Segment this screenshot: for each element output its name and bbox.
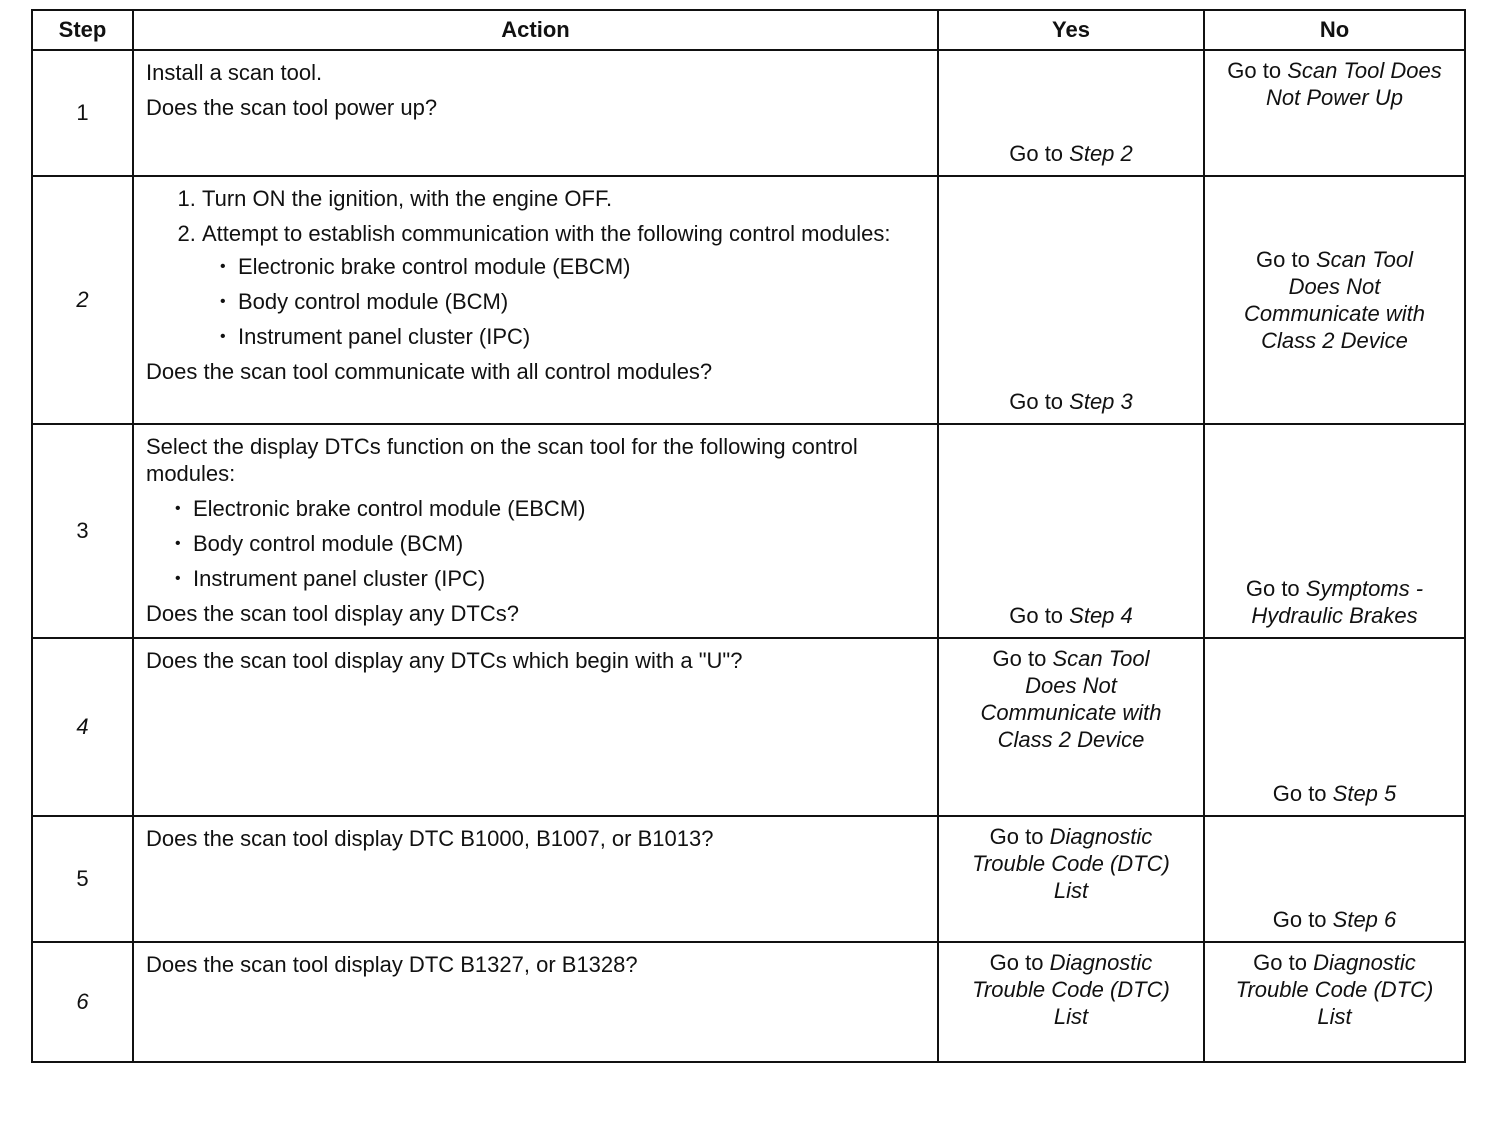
table-row — [32, 816, 1465, 942]
no-result[interactable] — [1211, 246, 1458, 354]
step-number: 1 — [32, 50, 133, 176]
no-target-link[interactable]: Step 6 — [1332, 907, 1397, 932]
numbered-item: 1. Turn ON the ignition, with the engine OFF. — [202, 185, 937, 212]
yes-result[interactable] — [945, 823, 1197, 904]
no-result[interactable] — [1211, 57, 1458, 111]
bullet-item: • Electronic brake control module (EBCM) — [193, 495, 937, 522]
header-yes: Yes — [938, 10, 1204, 50]
no-target-link[interactable]: Symptoms - Hydraulic Brakes — [1251, 576, 1424, 628]
yes-result[interactable] — [939, 602, 1203, 629]
numbered-item-text: Attempt to establish communication with the following control modules: — [202, 221, 891, 246]
no-cell — [1204, 638, 1465, 816]
yes-cell — [938, 816, 1204, 942]
yes-target-link[interactable]: Diagnostic Trouble Code (DTC) List — [972, 824, 1170, 903]
bullet-item: • Instrument panel cluster (IPC) — [238, 323, 937, 350]
no-target-link[interactable]: Diagnostic Trouble Code (DTC) List — [1235, 950, 1434, 1029]
action-question: Does the scan tool communicate with all control modules? — [146, 359, 713, 384]
no-prefix: Go to — [1227, 58, 1288, 83]
no-result[interactable] — [1211, 949, 1458, 1030]
step-number: 3 — [32, 424, 133, 638]
bullet-list — [202, 253, 937, 350]
yes-cell — [938, 50, 1204, 176]
header-no: No — [1204, 10, 1465, 50]
yes-cell — [938, 638, 1204, 816]
yes-target-link[interactable]: Step 4 — [1069, 603, 1133, 628]
yes-target-link[interactable]: Step 3 — [1069, 389, 1133, 414]
header-action: Action — [133, 10, 938, 50]
yes-cell — [938, 942, 1204, 1062]
yes-cell — [938, 176, 1204, 424]
action-cell — [133, 176, 938, 424]
yes-prefix: Go to — [1009, 603, 1070, 628]
bullet-item: • Body control module (BCM) — [238, 288, 937, 315]
yes-prefix: Go to — [989, 950, 1050, 975]
table-row — [32, 424, 1465, 638]
numbered-list — [146, 185, 937, 350]
no-target-link[interactable]: Scan Tool Does Not Power Up — [1266, 58, 1442, 110]
table-row — [32, 942, 1465, 1062]
action-question: Does the scan tool display any DTCs? — [146, 601, 519, 626]
yes-target-link[interactable]: Step 2 — [1069, 141, 1133, 166]
no-result[interactable] — [1205, 780, 1464, 807]
action-question: Does the scan tool power up? — [146, 95, 438, 120]
action-line: Install a scan tool. — [146, 60, 323, 85]
no-result[interactable] — [1205, 575, 1464, 629]
table-header-row — [32, 10, 1465, 50]
action-cell — [133, 942, 938, 1062]
no-cell — [1204, 816, 1465, 942]
diagnostic-table — [31, 9, 1466, 1063]
step-number: 5 — [32, 816, 133, 942]
action-cell — [133, 638, 938, 816]
action-question: Does the scan tool display DTC B1000, B1007, or B1013? — [146, 826, 714, 851]
no-cell — [1204, 424, 1465, 638]
yes-cell — [938, 424, 1204, 638]
action-question: Does the scan tool display any DTCs which begin with a "U"? — [146, 648, 743, 673]
yes-prefix: Go to — [1009, 141, 1070, 166]
step-number: 2 — [32, 176, 133, 424]
action-cell — [133, 816, 938, 942]
no-prefix: Go to — [1253, 950, 1314, 975]
no-cell — [1204, 176, 1465, 424]
yes-prefix: Go to — [1009, 389, 1070, 414]
step-number: 4 — [32, 638, 133, 816]
no-cell — [1204, 942, 1465, 1062]
table-row — [32, 638, 1465, 816]
action-intro: Select the display DTCs function on the scan tool for the following control modules: — [146, 434, 858, 486]
bullet-item: • Instrument panel cluster (IPC) — [193, 565, 937, 592]
no-prefix: Go to — [1272, 907, 1333, 932]
yes-result[interactable] — [945, 645, 1197, 753]
no-target-link[interactable]: Scan Tool Does Not Communicate with Class 2 Device — [1244, 247, 1425, 353]
bullet-item: • Electronic brake control module (EBCM) — [238, 253, 937, 280]
yes-prefix: Go to — [992, 646, 1053, 671]
yes-prefix: Go to — [989, 824, 1050, 849]
yes-result[interactable] — [945, 949, 1197, 1030]
bullet-list — [146, 495, 937, 592]
no-prefix: Go to — [1256, 247, 1316, 272]
yes-result[interactable] — [939, 140, 1203, 167]
yes-target-link[interactable]: Scan Tool Does Not Communicate with Class 2 Device — [980, 646, 1162, 752]
no-cell — [1204, 50, 1465, 176]
action-cell — [133, 50, 938, 176]
header-step: Step — [32, 10, 133, 50]
table-row — [32, 176, 1465, 424]
no-target-link[interactable]: Step 5 — [1332, 781, 1397, 806]
no-result[interactable] — [1205, 906, 1464, 933]
numbered-item — [202, 220, 937, 350]
action-cell — [133, 424, 938, 638]
yes-target-link[interactable]: Diagnostic Trouble Code (DTC) List — [972, 950, 1170, 1029]
bullet-item: • Body control module (BCM) — [193, 530, 937, 557]
no-prefix: Go to — [1272, 781, 1333, 806]
yes-result[interactable] — [939, 388, 1203, 415]
table-row — [32, 50, 1465, 176]
step-number: 6 — [32, 942, 133, 1062]
no-prefix: Go to — [1245, 576, 1306, 601]
action-question: Does the scan tool display DTC B1327, or B1328? — [146, 952, 638, 977]
